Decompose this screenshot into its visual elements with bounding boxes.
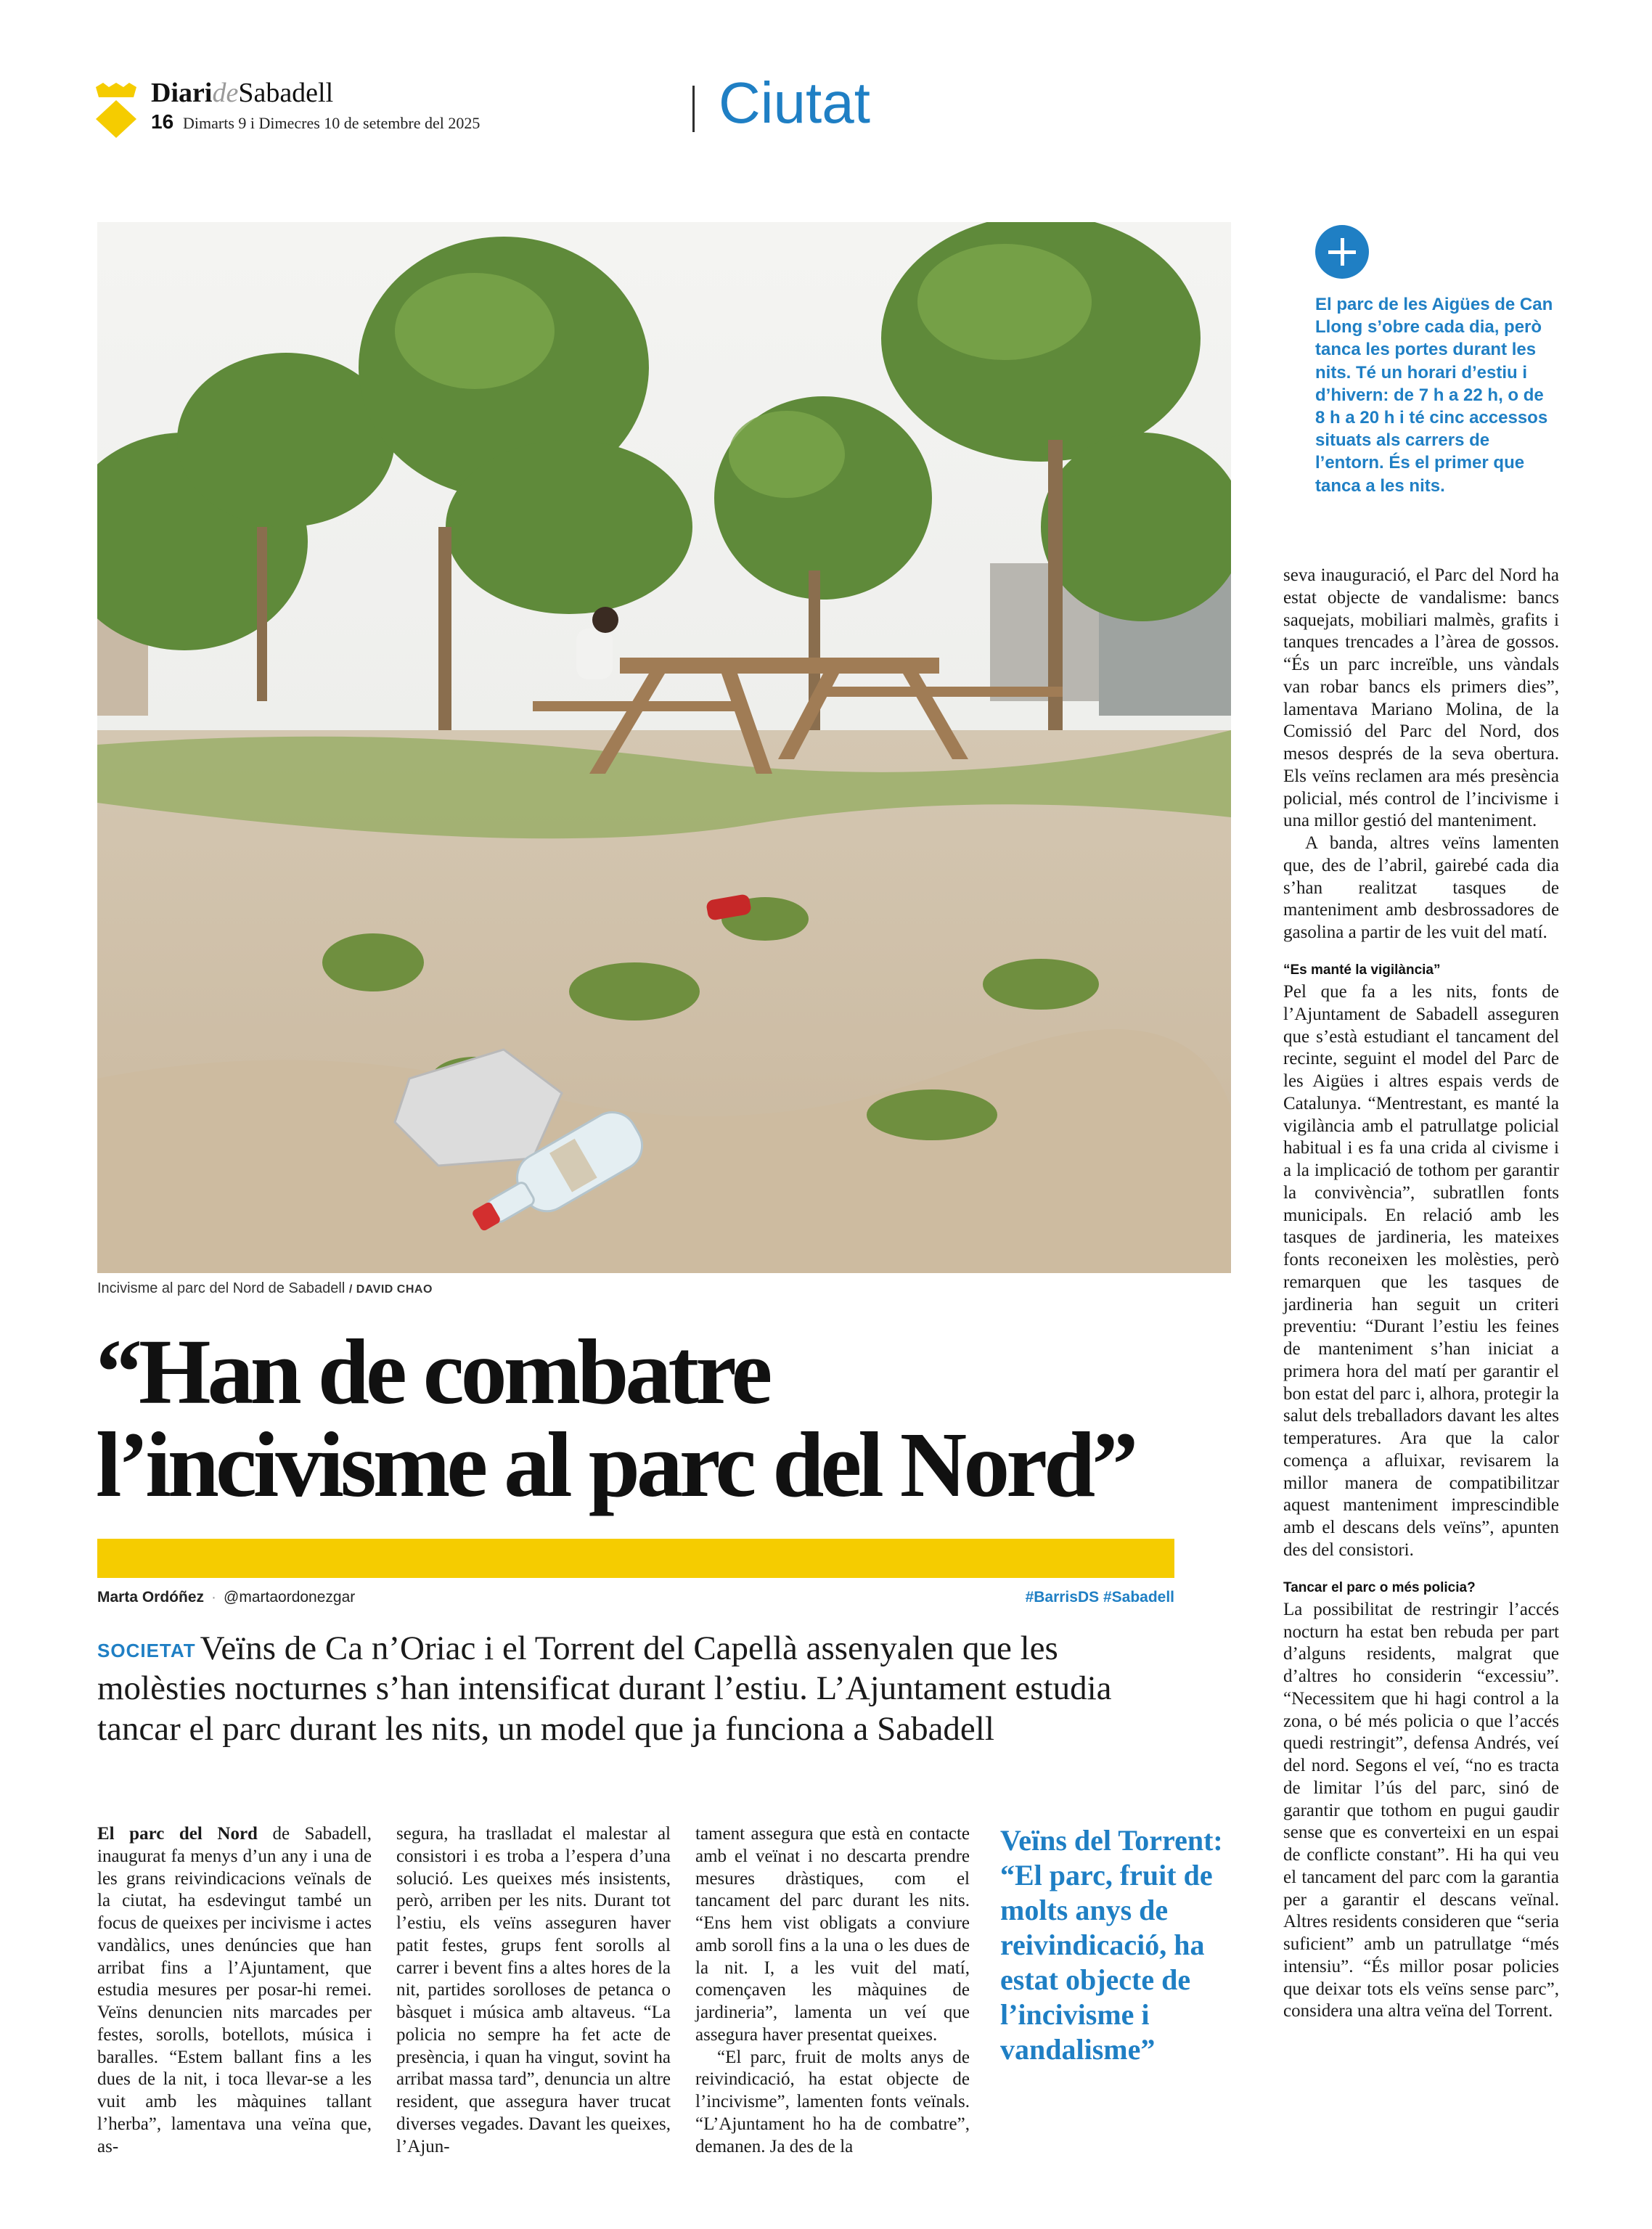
diari-logo-icon bbox=[93, 81, 139, 138]
col3-paragraph-2: “El parc, fruit de molts anys de reivindicació, ha estat objecte de l’incivisme”, lamenten fonts veïnals. “L’Ajuntament ho ha de combatre”, demanen. Ja des de la bbox=[695, 2047, 970, 2156]
byline-separator: · bbox=[211, 1589, 217, 1606]
col5-paragraph-4: La possibilitat de restringir l’accés nocturn ha estat ben rebuda per part d’alguns residents, malgrat que d’altres ho considerin “excessiu”. “Necessitem que hi hagi control a la zona, o bé més policia o que l’accés quedi restringit”, defensa Andrés, veí del nord. Segons el veí, “no es tracta de limitar l’ús del parc, sinó de garantir que tothom en pugui gaudir sense que es converteixi en un espai de conflicte constant”. Hi ha qui veu el tancament del parc com la garantia per a garantir el descans veïnal. Altres residents consideren que “seria suficient” amb un patrullatge “més intensiu”. “És millor posar policies que deixar tots els veïns sense parc”, considera una altra veïna del Torrent. bbox=[1283, 1599, 1559, 2021]
col3-paragraph-1: tament assegura que està en contacte amb el veïnat i no descarta prendre mesures dràstiques, com el tancament del parc durant les nits. “Ens hem vist obligats a conviure amb soroll fins a la una o les dues de la nit. I, a les vuit del matí, començaven les màquines de jardineria”, lamenta un veí que assegura haver presentat queixes. bbox=[695, 1824, 970, 2045]
body-column-right bbox=[1283, 565, 1559, 2023]
hashtags[interactable]: #BarrisDS #Sabadell bbox=[1025, 1589, 1174, 1606]
section-divider bbox=[692, 86, 695, 132]
page-number: 16 bbox=[151, 110, 174, 133]
col5-paragraph-1: seva inauguració, el Parc del Nord ha estat objecte de vandalisme: bancs saquejats, mobiliari malmès, grafits i tanques trencades a l’àrea de gossos. “És un parc increïble, uns vàndals van robar bancs els primers dies”, lamentava Mariano Molina, de la Comissió del Parc del Nord, dos mesos després de la seva obertura. Els veïns reclamen ara més presència policial, més control de l’incivisme i una millor gestió del manteniment. bbox=[1283, 565, 1559, 831]
park-photo-illustration bbox=[97, 222, 1231, 1273]
photo-credit: / DAVID CHAO bbox=[348, 1283, 433, 1296]
info-box-text: El parc de les Aigües de Can Llong s’obre cada dia, però tanca les portes durant les nits. Té un horari d’estiu i d’hivern: de 7 h a 22 h, o de 8 h a 20 h i té cinc accessos situats als carrers de l’entorn. És el primer que tanca a les nits. bbox=[1315, 295, 1553, 496]
article-photo bbox=[97, 222, 1231, 1273]
col5-paragraph-2: A banda, altres veïns lamenten que, des de l’abril, gairebé cada dia s’han realitzat tasques de manteniment amb desbrossadores de gasolina a partir de les vuit del matí. bbox=[1283, 833, 1559, 942]
issue-date: Dimarts 9 i Dimecres 10 de setembre del 2025 bbox=[183, 114, 481, 132]
body-column-2 bbox=[396, 1823, 671, 2158]
brand-sabadell: Sabadell bbox=[238, 78, 334, 108]
subhead-tancar-parc: Tancar el parc o més policia? bbox=[1283, 1579, 1476, 1595]
photo-caption bbox=[97, 1280, 433, 1297]
brand-de: de bbox=[212, 78, 239, 108]
byline bbox=[97, 1589, 355, 1606]
plus-icon bbox=[1315, 225, 1369, 279]
author-handle[interactable]: @martaordonezgar bbox=[224, 1589, 356, 1606]
section-title: Ciutat bbox=[719, 70, 870, 135]
caption-text: Incivisme al parc del Nord de Sabadell bbox=[97, 1280, 345, 1296]
col1-text: de Sabadell, inaugurat fa menys d’un any i una de les grans reivindicacions veïnals de la ciutat, ha esdevingut també un focus de queixes per incivisme i actes vandàlics, unes denúncies que han arribat fins a l’Ajuntament, que estudia mesures per posar-hi remei. Veïns denuncien nits marcades per festes, sorolls, botellots, música i baralles. “Estem ballant fins a les dues de la nit, i toca llevar-se a les vuit amb les màquines tallant l’herba”, lamentava una veïna que, as- bbox=[97, 1824, 372, 2156]
standfirst bbox=[97, 1629, 1186, 1749]
standfirst-text: Veïns de Ca n’Oriac i el Torrent del Capellà assenyalen que les molèsties nocturnes s’han intensificat durant l’estiu. L’Ajuntament estudia tancar el parc durant les nits, un model que ja funciona a Sabadell bbox=[97, 1629, 1112, 1748]
headline bbox=[96, 1320, 1228, 1516]
headline-line-2: l’incivisme al parc del Nord” bbox=[96, 1413, 1135, 1516]
category-tag: SOCIETAT bbox=[97, 1640, 196, 1661]
headline-underline-bar bbox=[97, 1539, 1174, 1578]
body-column-3 bbox=[695, 1823, 970, 2158]
author-name: Marta Ordóñez bbox=[97, 1589, 205, 1606]
headline-line-1: “Han de combatre bbox=[96, 1320, 769, 1423]
pull-quote: Veïns del Torrent: “El parc, fruit de molts anys de reivindicació, ha estat objecte de l’incivisme i vandalisme” bbox=[1000, 1824, 1223, 2066]
subhead-vigilancia: “Es manté la vigilància” bbox=[1283, 962, 1441, 978]
col5-paragraph-3: Pel que fa a les nits, fonts de l’Ajuntament de Sabadell asseguren que s’està estudiant el tancament del recinte, seguint el model del Parc de les Aigües i altres espais verds de Catalunya. “Mentrestant, es manté la vigilància amb el patrullatge policial habitual i es fa una crida al civisme i a la implicació de tothom per garantir la convivència”, subratllen fonts municipals. En relació amb les tasques de jardineria, les mateixes fonts reconeixen les molèsties, però remarquen que les tasques de jardineria han seguit un criteri preventiu: “Durant l’estiu les feines de manteniment s’han iniciat a primera hora del matí per garantir el bon estat del parc i, alhora, protegir la salut dels treballadors davant les altes temperatures. Ara que la calor comença a afluixar, revisarem la millor manera de compatibilitzar aquest manteniment imprescindible amb el descans dels veïns”, apunten des del consistori. bbox=[1283, 982, 1559, 1560]
brand-diari: Diari bbox=[151, 78, 213, 108]
lead-in: El parc del Nord bbox=[97, 1824, 258, 1844]
col2-text: segura, ha traslladat el malestar al consistori i es troba a l’espera d’una solució. Les queixes més insistents, però, arriben per les nits. Durant tot l’estiu, els veïns asseguren haver patit festes, grups fent sorolls al carrer i bevent fins a altes hores de la nit, partides sorolloses de petanca o bàsquet i música amb altaveus. “La policia no sempre ha fet acte de presència, i quan ha vingut, sovint ha arribat massa tard”, denuncia un altre resident, que assegura haver trucat diverses vegades. Davant les queixes, l’Ajun- bbox=[396, 1824, 671, 2156]
brand-name bbox=[151, 77, 333, 109]
body-column-1 bbox=[97, 1823, 372, 2158]
